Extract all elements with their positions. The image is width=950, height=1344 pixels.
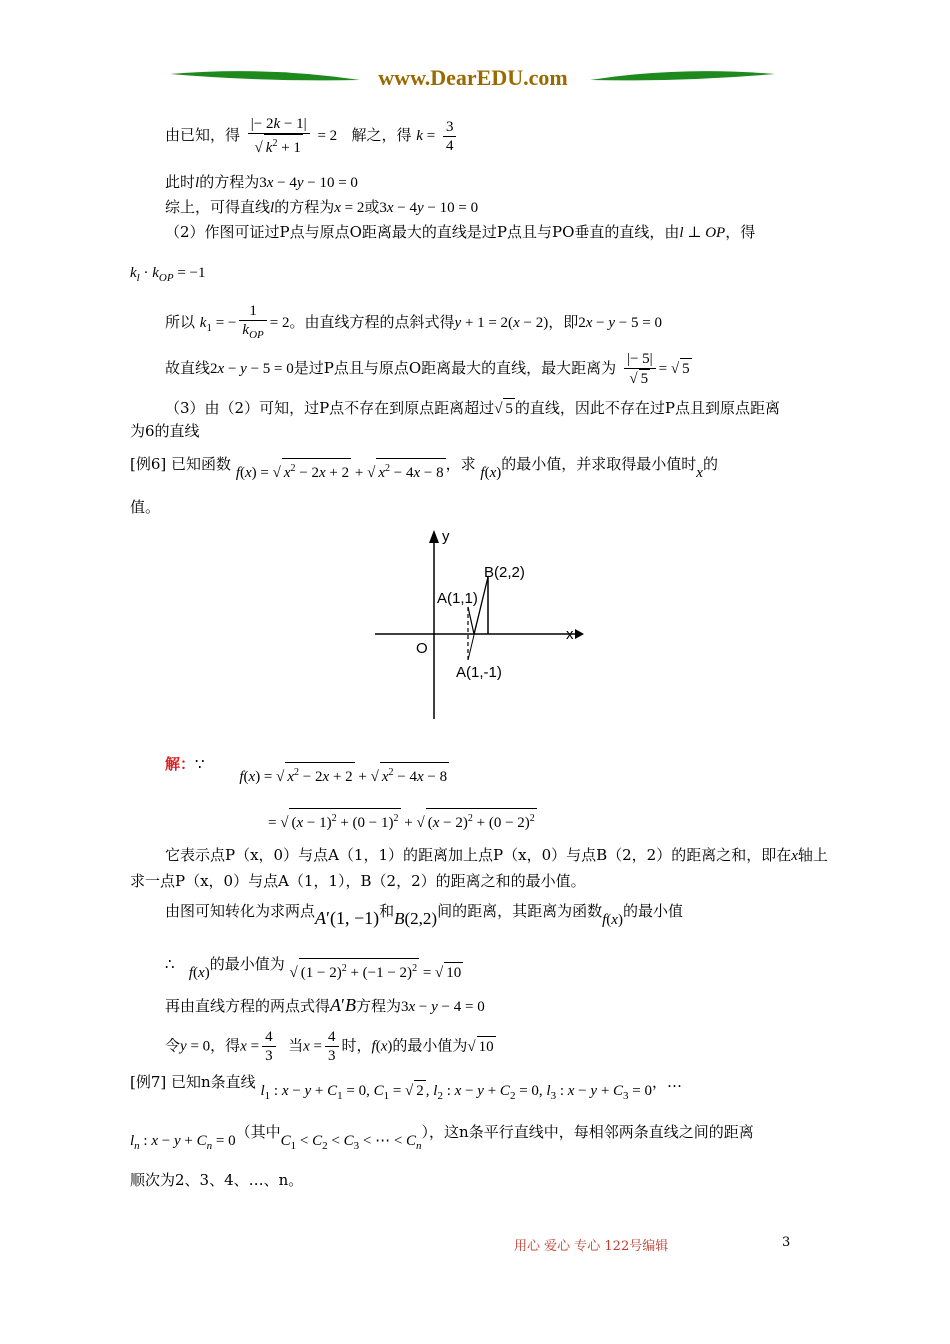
text-l3c: 或 xyxy=(364,198,380,216)
y-axis-arrow xyxy=(429,530,439,543)
example-7-line-1: [例7] 已知n条直线 $l_1$ : $x - y + C_1 = 0$, $C_1$ = √ 2 , $l_2$ : $x - y + C_2 = 0$, $l_3$ : $x - y + C_3 = 0$，… xyxy=(130,1073,683,1102)
text-ex7a: [例7] 已知n条直线 xyxy=(130,1073,256,1091)
text-l6c: ，即 xyxy=(548,313,579,331)
paragraph-6: 令y = 0，得x = $\frac{4}{3}$ 当x = $\frac{4}{3}$ 时，f(x)的最小值为√ 10 xyxy=(165,1029,494,1064)
text-p6d: 时， xyxy=(341,1036,372,1055)
paragraph-1: 它表示点P（x，0）与点A（1，1）的距离加上点P（x，0）与点B（2，2）的距离之和，即在x轴上 xyxy=(165,846,828,864)
line-ex6-end: 值。 xyxy=(130,498,161,516)
text-p6e: 的最小值为 xyxy=(392,1036,468,1055)
line-1: 由已知，得 $\frac{|- 2k - 1|}{√ k^2 + 1}$ = 2 解之，得 k = $\frac{3}{4}$ xyxy=(165,115,459,157)
paragraph-5: 再由直线方程的两点式得A′B方程为3x − y − 4 = 0 xyxy=(165,995,485,1015)
origin-label: O xyxy=(416,640,428,657)
page-number: 3 xyxy=(782,1235,791,1250)
text-l1b: 解之，得 xyxy=(351,126,412,144)
therefore-symbol: ∴ xyxy=(165,955,175,973)
example-7-line-3: 顺次为2、3、4、…、n。 xyxy=(130,1171,304,1189)
solution-label: 解： xyxy=(165,755,196,773)
text-ex6d: 的 xyxy=(702,455,718,473)
paragraph-3: 由图可知转化为求两点A′(1, −1)和B(2,2)间的距离，其距离为函数f(x)的最小值 xyxy=(165,902,683,928)
text-p3b: 和 xyxy=(379,902,395,920)
text-p3c: 间的距离，其距离为函数 xyxy=(437,902,603,920)
line-5: $k_l \cdot k_{OP} = -1$ xyxy=(130,265,206,284)
text-p6a: 令 xyxy=(165,1036,181,1055)
line-3: 综上，可得直线l的方程为x = 2或3x − 4y − 10 = 0 xyxy=(165,198,479,216)
text-l8b: 的直线，因此不存在过P点且到原点距离 xyxy=(514,399,781,417)
text-l2b: 的方程为 xyxy=(199,173,260,191)
text-l3a: 综上，可得直线 xyxy=(165,198,271,216)
coordinate-figure xyxy=(370,525,585,725)
text-l3b: 的方程为 xyxy=(274,198,335,216)
solution-line-1: 解：∵ f(x) = √ $x^2 - 2x + 2$ + √ $x^2 - 4x - 8$ xyxy=(165,755,448,785)
text-p6b: ，得 xyxy=(210,1036,241,1055)
point-b-label: B(2,2) xyxy=(484,564,525,581)
x-axis-arrow xyxy=(575,629,584,639)
point-a-prime-label: A(1,-1) xyxy=(456,664,502,681)
line-6: 所以 $k_1$ = − $\frac{1}{k_{OP}}$ = 2。由直线方程的点斜式得y + 1 = 2(x − 2)，即2x − y − 5 = 0 xyxy=(165,303,662,341)
x-axis-label: x xyxy=(566,626,574,643)
text-ex7b: （其中 xyxy=(235,1123,281,1141)
text-ex6c: 的最小值，并求取得最小值时 xyxy=(501,455,697,473)
line-4: （2）作图可证过P点与原点O距离最大的直线是过P点且与PO垂直的直线，由l ⊥ OP，得 xyxy=(165,223,756,241)
text-p6c: 当 xyxy=(288,1036,304,1055)
example-6: [例6] 已知函数 f(x) = √ $x^2 - 2x + 2$ + √ $x^2 - 4x - 8$ ，求 f(x)的最小值，并求取得最小值时x的 xyxy=(130,455,718,481)
example-7-line-2: $l_n$ : $x - y + C_n = 0$（其中$C_1 < C_2 < C_3$ < ⋯ < $C_n$），这n条平行直线中，每相邻两条直线之间的距离 xyxy=(130,1123,754,1152)
text-l4a: （2）作图可证过P点与原点O距离最大的直线是过P点且与PO垂直的直线，由 xyxy=(165,223,680,241)
line-7: 故直线2x − y − 5 = 0是过P点且与原点O距离最大的直线，最大距离为 $\frac{|- 5|}{√ 5}$ = √ 5 xyxy=(165,351,690,387)
site-logo-text: www.DearEDU.com xyxy=(378,65,568,90)
y-axis-label: y xyxy=(442,528,450,545)
line-9: 为6的直线 xyxy=(130,422,200,440)
text-l6a: 所以 xyxy=(165,313,196,331)
text-l6b: 。由直线方程的点斜式得 xyxy=(289,313,455,331)
text-l1a: 由已知，得 xyxy=(165,126,241,144)
text-l4b: ，得 xyxy=(725,223,756,241)
text-l8a: （3）由（2）可知，过P点不存在到原点距离超过 xyxy=(165,399,495,417)
text-l2: 此时 xyxy=(165,173,196,191)
header-banner xyxy=(165,62,780,96)
distance-fraction: $\frac{|- 2k - 1|}{√ k^2 + 1}$ xyxy=(248,115,310,157)
footer-note: 用心 爱心 专心 122号编辑 xyxy=(514,1239,669,1254)
text-p5b: 方程为 xyxy=(355,997,401,1015)
solution-line-2: = √ $(x - 1)^2 + (0 - 1)^2$ + √ $(x - 2)^2 + (0 - 2)^2$ xyxy=(268,808,537,833)
text-p1a: 它表示点P（x，0）与点A（1，1）的距离加上点P（x，0）与点B（2，2）的距离之和，即在 xyxy=(165,846,792,864)
text-l7a: 故直线 xyxy=(165,359,211,377)
line-8: （3）由（2）可知，过P点不存在到原点距离超过√ 5 的直线，因此不存在过P点且到原点距离 xyxy=(165,399,781,417)
text-p4b: 的最小值为 xyxy=(209,955,285,973)
text-p3a: 由图可知转化为求两点 xyxy=(165,902,316,920)
paragraph-4: ∴ f(x)的最小值为 √ $(1 - 2)^2 + (-1 - 2)^2$ = √ 10 xyxy=(165,955,462,981)
segment-a-p xyxy=(468,607,474,634)
text-l7b: 是过P点且与原点O距离最大的直线，最大距离为 xyxy=(293,359,617,377)
text-ex7c: ），这n条平行直线中，每相邻两条直线之间的距离 xyxy=(421,1123,754,1141)
text-p5a: 再由直线方程的两点式得 xyxy=(165,997,331,1015)
point-a-label: A(1,1) xyxy=(437,590,478,607)
paragraph-2: 求一点P（x，0）与点A（1，1），B（2，2）的距离之和的最小值。 xyxy=(130,872,586,890)
text-ex6a: [例6] 已知函数 xyxy=(130,455,232,473)
because-symbol: ∵ xyxy=(195,755,205,773)
text-p1b: 轴上 xyxy=(797,846,828,864)
line-2: 此时l的方程为3x − 4y − 10 = 0 xyxy=(165,173,358,191)
text-p3d: 的最小值 xyxy=(622,902,683,920)
text-ex6b: ，求 xyxy=(445,455,476,473)
